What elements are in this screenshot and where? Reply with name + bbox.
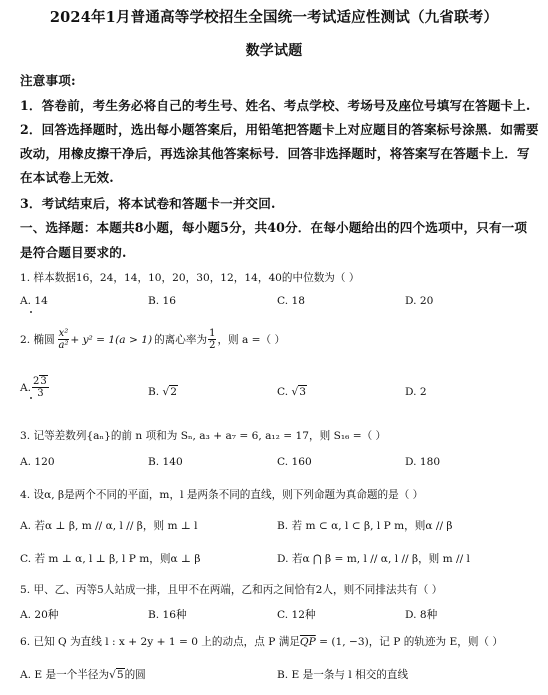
question-5-option-a: A. 20种 (20, 609, 59, 621)
vector-qp: $\overline{QP}$ (299, 636, 316, 648)
question-5-option-d: D. 8种 (405, 609, 438, 621)
question-3-option-d: D. 180 (405, 456, 441, 468)
option-a-fraction: $\frac{23}{3}$ (33, 376, 47, 399)
question-1-option-a: A. 14 (20, 295, 48, 307)
question-2-option-c: C. √3 (277, 386, 306, 398)
ellipse-equation-tail: + y² = 1(a > 1) (70, 333, 153, 346)
question-6-option-a: A. E 是一个半径为√5的圆 (20, 669, 146, 681)
stray-dot-mark (30, 397, 32, 399)
question-3-option-c: C. 160 (277, 456, 312, 468)
question-2-mid: 的离心率为 (154, 334, 208, 346)
question-1-option-d: D. 20 (405, 295, 434, 307)
notice-item-2-line-3: 在本试卷上无效. (20, 170, 114, 185)
question-5-option-b: B. 16种 (148, 609, 187, 621)
question-6-option-b: B. E 是一条与 l 相交的直线 (277, 669, 409, 681)
question-5-stem: 5. 甲、乙、丙等5人站成一排，且甲不在两端，乙和丙之间恰有2人，则不同排法共有（ ） (20, 584, 443, 596)
question-2-option-a: A. $\frac{23}{3}$ (20, 376, 47, 399)
question-3-option-b: B. 140 (148, 456, 183, 468)
section-heading-line-1: 一、选择题：本题共8小题，每小题5分，共40分．在每小题给出的四个选项中，只有一项 (20, 220, 528, 235)
question-2-suffix: ，则 a =（ ） (217, 334, 286, 346)
question-4-option-b: B. 若 m ⊂ α, l ⊂ β, l P m，则α // β (277, 520, 453, 532)
notice-item-3: 3．考试结束后，将本试卷和答题卡一并交回. (20, 196, 276, 211)
question-5-option-c: C. 12种 (277, 609, 316, 621)
question-3-stem: 3. 记等差数列{aₙ}的前 n 项和为 Sₙ, a₃ + a₇ = 6, a₁₂ = 17，则 S₁₆ =（ ） (20, 430, 387, 442)
question-2-option-b: B. √2 (148, 386, 178, 398)
section-heading-line-2: 是符合题目要求的. (20, 245, 127, 260)
question-2-stem (20, 328, 285, 351)
exam-title: 2024年1月普通高等学校招生全国统一考试适应性测试（九省联考） (49, 9, 499, 26)
question-4-option-a: A. 若α ⊥ β, m // α, l // β，则 m ⊥ l (20, 520, 198, 532)
question-6-stem: 6. 已知 Q 为直线 l : x + 2y + 1 = 0 上的动点，点 P 满足$\overline{QP} = (1$, −3)，记 P 的轨迹为 E，则（ ） (20, 636, 503, 648)
question-4-option-d: D. 若α ⋂ β = m, l // α, l // β，则 m // l (277, 553, 470, 565)
question-1-option-c: C. 18 (277, 295, 305, 307)
question-1-stem: 1. 样本数据16，24，14，10，20，30，12，14，40的中位数为（ ） (20, 272, 360, 284)
ellipse-fraction: $\frac{\text{x²}}{\text{a²}}$ (58, 328, 69, 351)
eccentricity-fraction: $\frac{1}{2}$ (209, 328, 216, 351)
question-2-prefix: 2. 椭圆 (20, 334, 55, 346)
question-1-option-b: B. 16 (148, 295, 176, 307)
exam-subtitle: 数学试题 (245, 43, 303, 59)
question-3-option-a: A. 120 (20, 456, 55, 468)
question-2-option-d: D. 2 (405, 386, 427, 398)
notice-heading: 注意事项: (20, 73, 76, 88)
question-4-option-c: C. 若 m ⊥ α, l ⊥ β, l P m，则α ⊥ β (20, 553, 201, 565)
question-4-stem: 4. 设α, β是两个不同的平面，m，l 是两条不同的直线，则下列命题为真命题的是（ ） (20, 489, 424, 501)
stray-dot-mark (30, 311, 32, 313)
notice-item-2-line-1: 2．回答选择题时，选出每小题答案后，用铅笔把答题卡上对应题目的答案标号涂黑．如需要 (20, 122, 539, 137)
notice-item-1: 1．答卷前，考生务必将自己的考生号、姓名、考点学校、考场号及座位号填写在答题卡上. (20, 98, 531, 113)
notice-item-2-line-2: 改动，用橡皮擦干净后，再选涂其他答案标号．回答非选择题时，将答案写在答题卡上．写 (20, 146, 530, 161)
